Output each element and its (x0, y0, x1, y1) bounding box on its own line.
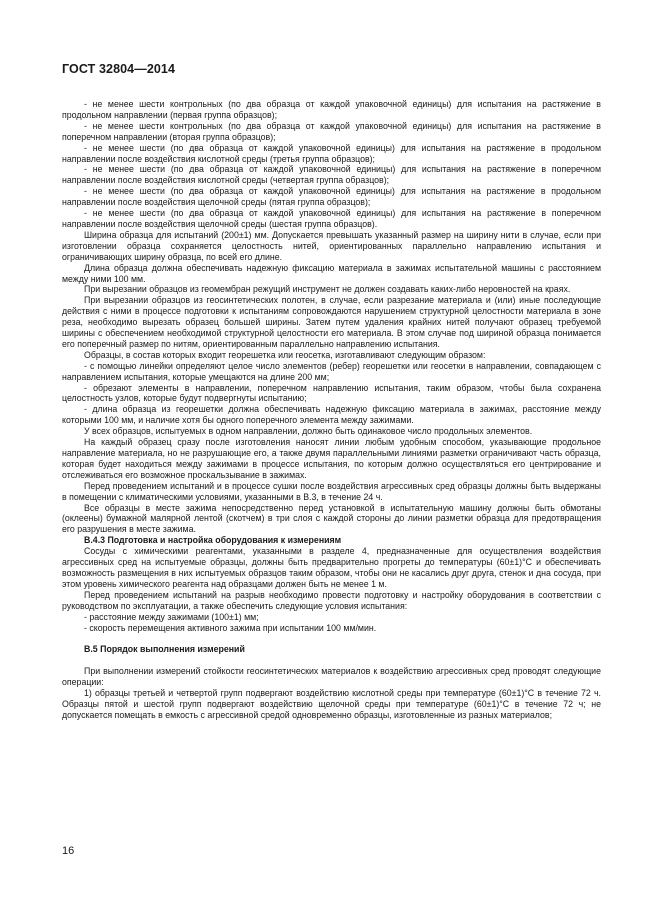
paragraph: Перед проведением испытаний и в процессе сушки после воздействия агрессивных сред образцы должны быть выдержаны в помещении с климатическими условиями, указанными в В.3, в течение 24 ч. (62, 480, 601, 502)
page-number: 16 (62, 845, 75, 857)
paragraph: - не менее шести (по два образца от каждой упаковочной единицы) для испытания на растяжение в продольном направлении после воздействия щелочной среды (пятая группа образцов); (62, 186, 601, 208)
paragraph: - не менее шести (по два образца от каждой упаковочной единицы) для испытания на растяжение в поперечном направлении после воздействия кислотной среды (четвертая группа образцов); (62, 164, 601, 186)
paragraph: При вырезании образцов из геомембран режущий инструмент не должен создавать каких-либо неровностей на краях. (84, 284, 571, 295)
paragraph: - не менее шести (по два образца от каждой упаковочной единицы) для испытания на растяжение в продольном направлении после воздействия кислотной среды (третья группа образцов); (62, 142, 601, 164)
paragraph: Все образцы в месте зажима непосредственно перед установкой в испытательную машину должны быть обмотаны (оклеены) бумажной малярной лентой (скотчем) в три слоя с каждой стороны до линии разметки образца для предотвращения его разрушения в месте зажима. (62, 502, 601, 535)
paragraph: - длина образца из георешетки должна обеспечивать надежную фиксацию материала в зажимах, расстояние между которыми 100 мм, и наличие хотя бы одного поперечного элемента между зажимами. (62, 404, 601, 426)
paragraph: 1) образцы третьей и четвертой групп подвергают воздействию кислотной среды при температуре (60±1)°С в течение 72 ч. Образцы пятой и шестой групп подвергают воздействию щелочной среды при температуре (60±1)°С в течение 72 ч; не допускается помещать в емкость с агрессивной средой одновременно образцы, изготовленные из разных материалов; (62, 688, 601, 720)
paragraph: Сосуды с химическими реагентами, указанными в разделе 4, предназначенные для осуществления воздействия агрессивных сред на испытуемые образцы, должны быть предварительно прогреты до температуры (60±1)°С и обеспечивать возможность размещения в них испытуемых образцов таким образом, чтобы они не касались друг друга, стенок и дна сосуда, при этом уровень химического реагента над образцами должен быть не менее 1 м. (62, 546, 601, 589)
paragraph: Перед проведением испытаний на разрыв необходимо провести подготовку и настройку оборудования в соответствии с руководством по эксплуатации, а также обеспечить следующие условия испытания: (62, 589, 601, 611)
paragraph: Длина образца должна обеспечивать надежную фиксацию материала в зажимах испытательной машины с расстоянием между ними 100 мм. (62, 262, 601, 284)
paragraph: - с помощью линейки определяют целое число элементов (ребер) георешетки или геосетки в направлении, совпадающем с направлением испытания, которые умещаются на длине 200 мм; (62, 360, 601, 382)
paragraph: Ширина образца для испытаний (200±1) мм. Допускается превышать указанный размер на ширину нити в случае, если при изготовлении образца сохраняется целостность нитей, ориентированных параллельно направлению испытания и ограничивающих ширину образца, по всей его длине. (62, 229, 601, 262)
document-body (62, 99, 601, 721)
paragraph: - не менее шести (по два образца от каждой упаковочной единицы) для испытания на растяжение в поперечном направлении после воздействия щелочной среды (шестая группа образцов). (62, 208, 601, 229)
paragraph: - не менее шести контрольных (по два образца от каждой упаковочной единицы) для испытания на растяжение в поперечном направлении (вторая группа образцов); (62, 120, 601, 142)
paragraph: При выполнении измерений стойкости геосинтетических материалов к воздействию агрессивных сред проводят следующие операции: (62, 666, 601, 688)
paragraph: Образцы, в состав которых входит георешетка или геосетка, изготавливают следующим образом: (84, 349, 486, 360)
paragraph: - не менее шести контрольных (по два образца от каждой упаковочной единицы) для испытания на растяжение в продольном направлении (первая группа образцов); (62, 99, 601, 120)
list-item: - расстояние между зажимами (100±1) мм; (84, 611, 259, 622)
section-heading-b5: В.5 Порядок выполнения измерений (84, 644, 245, 655)
list-item: - скорость перемещения активного зажима при испытании 100 мм/мин. (84, 622, 377, 633)
paragraph: - обрезают элементы в направлении, поперечном направлению испытания, таким образом, чтобы была сохранена целостность узлов, которые будут подвергнуты испытанию; (62, 382, 601, 404)
paragraph: У всех образцов, испытуемых в одном направлении, должно быть одинаковое число продольных элементов. (84, 426, 533, 437)
paragraph: При вырезании образцов из геосинтетических полотен, в случае, если разрезание материала и (или) иные последующие действия с ними в процессе подготовки к испытаниям сопровождаются нарушением структурной целостности материала в зоне реза, необходимо вырезать образец большей ширины. Затем путем удаления крайних нитей получают образец требуемой ширины с обеспечением необходимой структурной целостности его материала. В этом случае под шириной образца понимается его поперечный размер по нитям, ориентированным параллельно направлению испытания. (62, 295, 601, 349)
document-header: ГОСТ 32804—2014 (62, 62, 176, 76)
section-heading-b43: В.4.3 Подготовка и настройка оборудования к измерениям (84, 535, 342, 546)
paragraph: На каждый образец сразу после изготовления наносят линии любым удобным способом, указывающие продольное направление материала, но не разрушающие его, а также двумя параллельными линиями разметки ограничивают часть образца, которая будет находиться между зажимами в процессе испытания, по которым должно осуществляться его центрирование и отслеживаться его возможное проскальзывание в зажимах. (62, 437, 601, 480)
